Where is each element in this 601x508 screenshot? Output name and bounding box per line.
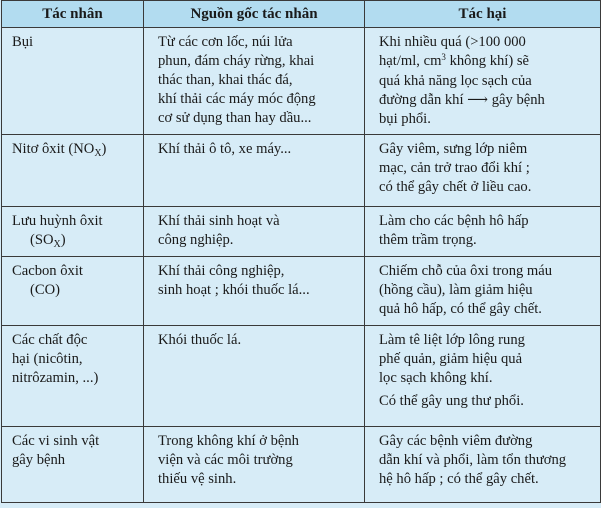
source-line: cơ sử dụng than hay dầu... [158,110,312,126]
source-cell [144,207,365,257]
source-line: công nghiệp. [158,232,234,248]
harm-line: mạc, cản trở trao đổi khí ; [379,160,530,176]
agent-cell [2,207,144,257]
table-row-carbon-monoxide [2,257,601,326]
agent-cell [2,257,144,326]
agent-text: hại (nicôtin, [12,351,83,367]
agent-main: Nitơ ôxit (NO [12,141,95,157]
source-line: Khí thải sinh hoạt và [158,213,280,229]
agent-cell [2,427,144,503]
header-harm: Tác hại [365,1,601,28]
agent-cell [2,135,144,207]
agent-text: Cacbon ôxit [12,263,83,279]
harm-text: hạt/ml, cm [379,53,442,69]
source-cell [144,135,365,207]
harm-cell [365,427,601,503]
table-row-dust [2,28,601,135]
agent-close: ) [101,141,107,157]
agent-text: gây bệnh [12,452,66,468]
pollutant-table [1,0,601,503]
table-row-sulfur-oxide [2,207,601,257]
agent-text [12,140,137,160]
harm-line: Làm tê liệt lớp lông rung [379,332,525,348]
harm-text: không khí) sẽ [445,53,530,69]
harm-line: hệ hô hấp ; có thể gây chết. [379,471,539,487]
harm-line: Gây viêm, sưng lớp niêm [379,141,528,157]
source-cell [144,28,365,135]
source-cell [144,427,365,503]
harm-line [379,52,594,72]
harm-line: Gây các bệnh viêm đường [379,433,533,449]
agent-formula: (CO) [30,282,60,298]
source-cell [144,326,365,427]
harm-cell [365,257,601,326]
harm-line: quá khả năng lọc sạch của [379,73,532,89]
header-source: Nguồn gốc tác nhân [144,1,365,28]
harm-line: quả hô hấp, có thể gây chết. [379,301,542,317]
harm-line: bụi phổi. [379,111,431,127]
subscript: X [94,148,102,159]
source-line: Khí thải ô tô, xe máy... [158,141,292,157]
agent-text: nitrôzamin, ...) [12,370,99,386]
agent-cell [2,28,144,135]
source-line: khí thải các máy móc động [158,91,316,107]
table-row-toxic-substances [2,326,601,427]
harm-line: lọc sạch không khí. [379,370,493,386]
source-cell [144,257,365,326]
source-line: thiếu vệ sinh. [158,471,237,487]
subscript: X [53,239,61,250]
harm-line: dẫn khí và phổi, làm tổn thương [379,452,567,468]
agent-text: Các vi sinh vật [12,433,100,449]
harm-cell [365,207,601,257]
agent-main: (SO [30,232,54,248]
table-row-pathogens [2,427,601,503]
agent-text: Bụi [12,34,34,50]
harm-cell [365,28,601,135]
harm-line: thêm trầm trọng. [379,232,477,248]
agent-close: ) [60,232,66,248]
harm-line: Khi nhiều quá (>100 000 [379,34,526,50]
agent-text: Các chất độc [12,332,88,348]
harm-line: Chiếm chỗ của ôxi trong máu [379,263,553,279]
source-line: thác than, khai thác đá, [158,72,293,88]
agent-text: Lưu huỳnh ôxit [12,213,103,229]
harm-line: (hồng cầu), làm giảm hiệu [379,282,533,298]
source-line: phun, đám cháy rừng, khai [158,53,315,69]
superscript: 3 [441,52,446,62]
source-line: Khí thải công nghiệp, [158,263,285,279]
source-line: sinh hoạt ; khói thuốc lá... [158,282,310,298]
header-agent: Tác nhân [2,1,144,28]
source-line: Trong không khí ở bệnh [158,433,299,449]
source-line: Khói thuốc lá. [158,332,242,348]
harm-line: phế quản, giảm hiệu quả [379,351,523,367]
table-row-nitrogen-oxide [2,135,601,207]
harm-line: đường dẫn khí ⟶ gây bệnh [379,92,545,108]
source-line: Từ các cơn lốc, núi lửa [158,34,293,50]
header-row [2,1,601,28]
harm-line: Có thể gây ung thư phổi. [379,393,524,409]
agent-cell [2,326,144,427]
harm-line: có thể gây chết ở liều cao. [379,179,532,195]
agent-formula [12,231,137,251]
source-line: viện và các môi trường [158,452,293,468]
harm-cell [365,135,601,207]
harm-cell [365,326,601,427]
harm-line: Làm cho các bệnh hô hấp [379,213,529,229]
